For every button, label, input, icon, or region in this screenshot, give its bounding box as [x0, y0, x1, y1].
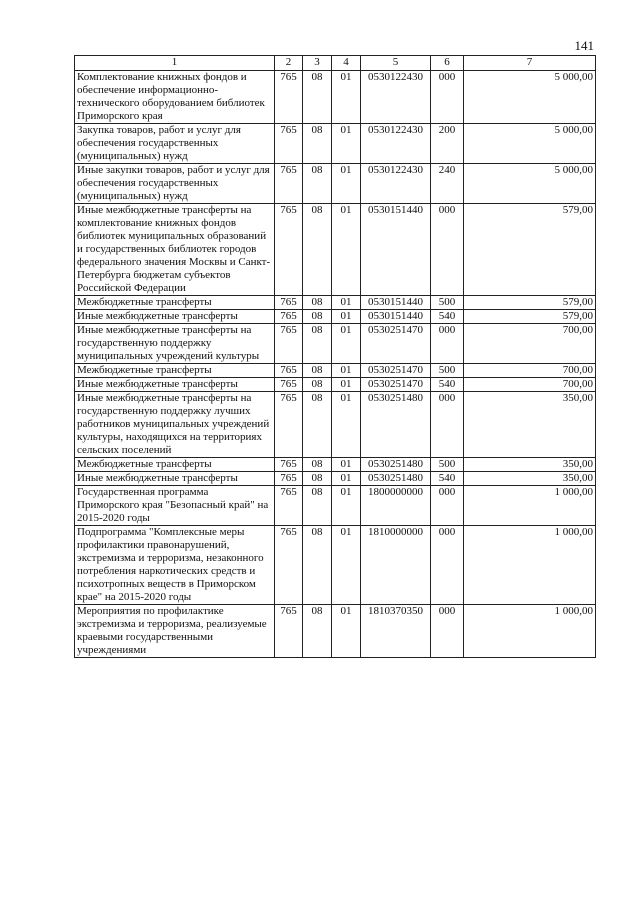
- amount-cell: 350,00: [464, 472, 596, 486]
- code-cell: 000: [431, 324, 464, 364]
- header-row: [75, 56, 596, 71]
- table-row: [75, 472, 596, 486]
- header-cell: 5: [361, 56, 431, 71]
- code-cell: 08: [303, 526, 332, 605]
- code-cell: 01: [332, 310, 361, 324]
- row-name-cell: Иные межбюджетные трансферты на государственную поддержку лучших работников муниципальных учреждений культуры, находящихся на территориях сельских поселений: [75, 392, 275, 458]
- code-cell: 765: [275, 378, 303, 392]
- code-cell: 01: [332, 296, 361, 310]
- code-cell: 540: [431, 378, 464, 392]
- row-name-cell: Иные межбюджетные трансферты на комплектование книжных фондов библиотек муниципальных образований и государственных библиотек городов федерального значения Москвы и Санкт-Петербурга бюджетам субъектов Российской Федерации: [75, 204, 275, 296]
- code-cell: 765: [275, 71, 303, 124]
- code-cell: 000: [431, 392, 464, 458]
- code-cell: 240: [431, 164, 464, 204]
- code-cell: 01: [332, 364, 361, 378]
- code-cell: 765: [275, 392, 303, 458]
- code-cell: 08: [303, 364, 332, 378]
- code-cell: 01: [332, 486, 361, 526]
- amount-cell: 700,00: [464, 364, 596, 378]
- amount-cell: 700,00: [464, 378, 596, 392]
- code-cell: 01: [332, 71, 361, 124]
- row-name-cell: Государственная программа Приморского края "Безопасный край" на 2015-2020 годы: [75, 486, 275, 526]
- row-name-cell: Межбюджетные трансферты: [75, 296, 275, 310]
- code-cell: 0530251470: [361, 324, 431, 364]
- row-name-cell: Комплектование книжных фондов и обеспечение информационно-технического оборудованием библиотек Приморского края: [75, 71, 275, 124]
- code-cell: 500: [431, 458, 464, 472]
- code-cell: 500: [431, 364, 464, 378]
- code-cell: 000: [431, 71, 464, 124]
- amount-cell: 579,00: [464, 204, 596, 296]
- code-cell: 765: [275, 324, 303, 364]
- table-row: [75, 378, 596, 392]
- table-row: [75, 124, 596, 164]
- code-cell: 0530251480: [361, 392, 431, 458]
- code-cell: 000: [431, 605, 464, 658]
- code-cell: 0530251480: [361, 458, 431, 472]
- code-cell: 01: [332, 164, 361, 204]
- code-cell: 765: [275, 296, 303, 310]
- amount-cell: 700,00: [464, 324, 596, 364]
- code-cell: 08: [303, 486, 332, 526]
- row-name-cell: Закупка товаров, работ и услуг для обеспечения государственных (муниципальных) нужд: [75, 124, 275, 164]
- table-row: [75, 164, 596, 204]
- code-cell: 000: [431, 204, 464, 296]
- code-cell: 0530151440: [361, 204, 431, 296]
- code-cell: 0530251470: [361, 378, 431, 392]
- code-cell: 540: [431, 310, 464, 324]
- amount-cell: 5 000,00: [464, 124, 596, 164]
- table-row: [75, 364, 596, 378]
- code-cell: 01: [332, 124, 361, 164]
- code-cell: 08: [303, 378, 332, 392]
- code-cell: 01: [332, 378, 361, 392]
- amount-cell: 5 000,00: [464, 164, 596, 204]
- budget-table: [74, 55, 596, 658]
- code-cell: 0530251470: [361, 364, 431, 378]
- code-cell: 1810370350: [361, 605, 431, 658]
- code-cell: 08: [303, 472, 332, 486]
- code-cell: 0530151440: [361, 310, 431, 324]
- amount-cell: 350,00: [464, 458, 596, 472]
- row-name-cell: Мероприятия по профилактике экстремизма и терроризма, реализуемые краевыми государственными учреждениями: [75, 605, 275, 658]
- code-cell: 01: [332, 204, 361, 296]
- code-cell: 08: [303, 204, 332, 296]
- code-cell: 08: [303, 458, 332, 472]
- code-cell: 765: [275, 486, 303, 526]
- row-name-cell: Иные межбюджетные трансферты: [75, 310, 275, 324]
- row-name-cell: Подпрограмма "Комплексные меры профилактики правонарушений, экстремизма и терроризма, незаконного потребления наркотических средств и психотропных веществ в Приморском крае" на 2015-2020 годы: [75, 526, 275, 605]
- code-cell: 000: [431, 526, 464, 605]
- table-row: [75, 71, 596, 124]
- page-number: 141: [574, 38, 594, 53]
- code-cell: 0530122430: [361, 124, 431, 164]
- header-cell: 1: [75, 56, 275, 71]
- code-cell: 08: [303, 124, 332, 164]
- code-cell: 08: [303, 71, 332, 124]
- code-cell: 08: [303, 296, 332, 310]
- code-cell: 765: [275, 472, 303, 486]
- amount-cell: 579,00: [464, 296, 596, 310]
- table-row: [75, 324, 596, 364]
- table-row: [75, 526, 596, 605]
- row-name-cell: Межбюджетные трансферты: [75, 458, 275, 472]
- code-cell: 765: [275, 605, 303, 658]
- code-cell: 01: [332, 472, 361, 486]
- code-cell: 540: [431, 472, 464, 486]
- row-name-cell: Межбюджетные трансферты: [75, 364, 275, 378]
- header-cell: 4: [332, 56, 361, 71]
- table-row: [75, 458, 596, 472]
- header-cell: 2: [275, 56, 303, 71]
- code-cell: 1800000000: [361, 486, 431, 526]
- code-cell: 1810000000: [361, 526, 431, 605]
- row-name-cell: Иные межбюджетные трансферты: [75, 472, 275, 486]
- code-cell: 0530122430: [361, 164, 431, 204]
- row-name-cell: Иные межбюджетные трансферты: [75, 378, 275, 392]
- header-cell: 3: [303, 56, 332, 71]
- code-cell: 01: [332, 458, 361, 472]
- table-row: [75, 296, 596, 310]
- code-cell: 000: [431, 486, 464, 526]
- table-row: [75, 605, 596, 658]
- code-cell: 765: [275, 310, 303, 324]
- header-cell: 6: [431, 56, 464, 71]
- amount-cell: 1 000,00: [464, 486, 596, 526]
- table-row: [75, 392, 596, 458]
- header-cell: 7: [464, 56, 596, 71]
- code-cell: 08: [303, 310, 332, 324]
- row-name-cell: Иные межбюджетные трансферты на государственную поддержку муниципальных учреждений культуры: [75, 324, 275, 364]
- code-cell: 0530251480: [361, 472, 431, 486]
- code-cell: 08: [303, 392, 332, 458]
- code-cell: 765: [275, 458, 303, 472]
- code-cell: 0530122430: [361, 71, 431, 124]
- code-cell: 500: [431, 296, 464, 310]
- code-cell: 01: [332, 605, 361, 658]
- amount-cell: 1 000,00: [464, 526, 596, 605]
- code-cell: 0530151440: [361, 296, 431, 310]
- code-cell: 08: [303, 164, 332, 204]
- amount-cell: 5 000,00: [464, 71, 596, 124]
- amount-cell: 350,00: [464, 392, 596, 458]
- amount-cell: 579,00: [464, 310, 596, 324]
- code-cell: 08: [303, 324, 332, 364]
- code-cell: 765: [275, 526, 303, 605]
- code-cell: 01: [332, 526, 361, 605]
- table-row: [75, 310, 596, 324]
- code-cell: 765: [275, 124, 303, 164]
- code-cell: 765: [275, 204, 303, 296]
- amount-cell: 1 000,00: [464, 605, 596, 658]
- code-cell: 765: [275, 364, 303, 378]
- code-cell: 01: [332, 392, 361, 458]
- row-name-cell: Иные закупки товаров, работ и услуг для обеспечения государственных (муниципальных) нужд: [75, 164, 275, 204]
- code-cell: 200: [431, 124, 464, 164]
- code-cell: 01: [332, 324, 361, 364]
- code-cell: 765: [275, 164, 303, 204]
- table-row: [75, 486, 596, 526]
- code-cell: 08: [303, 605, 332, 658]
- table-row: [75, 204, 596, 296]
